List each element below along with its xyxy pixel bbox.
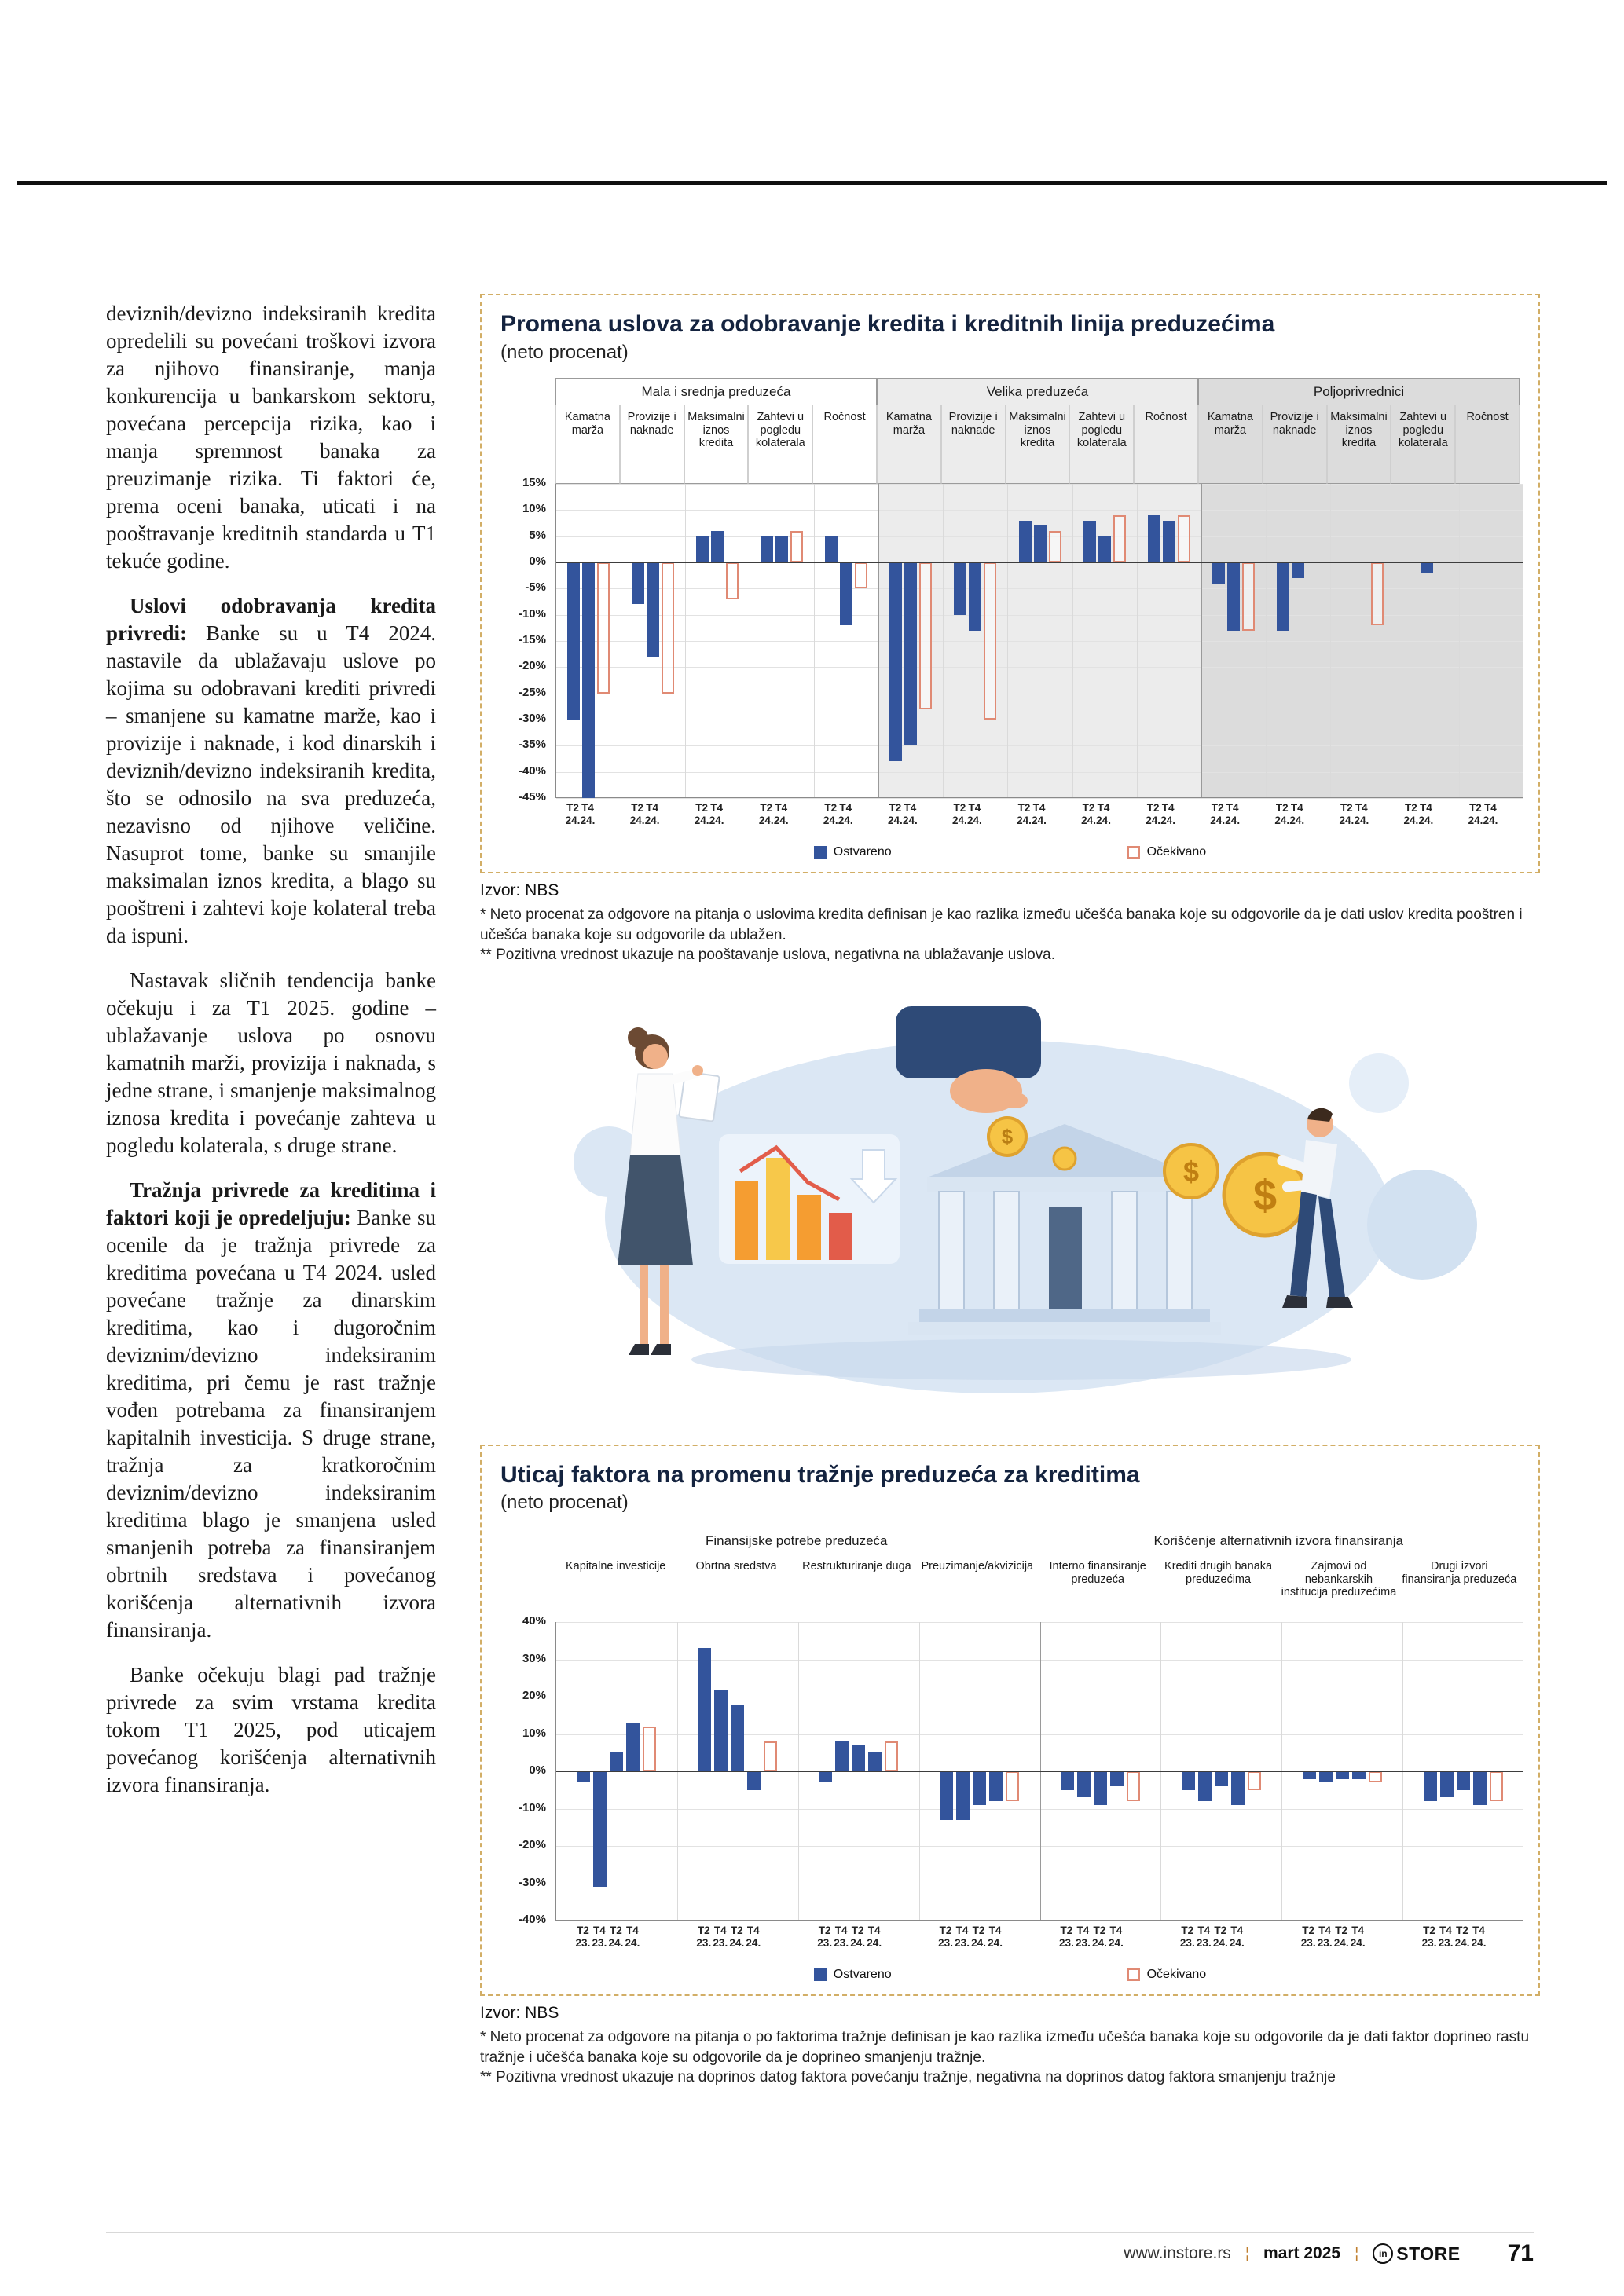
legend-item-ocekivano — [1127, 845, 1207, 859]
chart-condition-header: Ročnost — [1134, 405, 1198, 484]
chart-condition-header: Provizije i naknade — [941, 405, 1006, 484]
x-axis-tick-label: T2 23. — [1421, 1924, 1437, 1950]
x-axis-tick-label: T2 24. — [887, 802, 903, 827]
page-number: 71 — [1507, 2240, 1534, 2266]
y-axis-tick-label: 0% — [529, 555, 546, 569]
bar-ostvareno — [711, 531, 724, 562]
finance-illustration-svg — [534, 989, 1485, 1413]
y-axis-tick-label: 10% — [522, 1726, 546, 1740]
bar-ocekivano — [885, 1741, 898, 1771]
y-axis-tick-label: 10% — [522, 502, 546, 516]
x-axis-tick-label: T2 24. — [1081, 802, 1096, 827]
chart-condition-header: Zahtevi u pogledu kolaterala — [1069, 405, 1134, 484]
bar-ocekivano — [1049, 531, 1061, 562]
x-axis-tick-label: T4 24. — [967, 802, 982, 827]
x-axis-tick-label: T4 24. — [1229, 1924, 1245, 1950]
bar-ostvareno — [1421, 562, 1433, 573]
ground-shadow — [691, 1339, 1351, 1380]
x-axis-tick-label: T2 24. — [1210, 802, 1226, 827]
bar-ostvareno — [1231, 1771, 1245, 1805]
paragraph-lead: Tražnja privrede za kreditima i faktori koji je opredeljuju: — [106, 1178, 436, 1229]
y-axis-tick-label: 40% — [522, 1614, 546, 1628]
paragraph-text: Banke su u T4 2024. nastavile da ublažavaju uslove po kojima su odobravani krediti privredi – smanjene su kamatne marže, kao i provizije i naknade, i kod dinarskih i deviznih/devizno indeksiranih kredita, što se odnosilo na sva preduzeća, nezavisno od njihove veličine. Nasuprot tome, banke su smanjile maksimalan iznos kredita, a blago su pooštreni i zahtevi koje kolateral treba da ispuni. — [106, 621, 436, 947]
x-axis-tick-label: T4 23. — [713, 1924, 728, 1950]
x-axis-tick-label: T2 24. — [1339, 802, 1355, 827]
bar-ocekivano — [1369, 1771, 1382, 1782]
x-axis-tick-label: T4 24. — [1354, 802, 1369, 827]
x-axis-tick-label: T4 24. — [902, 802, 918, 827]
x-axis-tick-label: T2 24. — [1092, 1924, 1107, 1950]
x-axis-tick-label: T2 24. — [971, 1924, 986, 1950]
bar-ostvareno — [1440, 1771, 1454, 1797]
bar-ostvareno — [698, 1648, 711, 1771]
y-axis-tick-label: -5% — [525, 580, 546, 595]
coin-dollar-sign: $ — [1252, 1171, 1278, 1219]
chart-group-header: Mala i srednja preduzeća — [555, 378, 877, 406]
bar-ocekivano — [764, 1741, 777, 1771]
x-axis-tick-label: T2 23. — [1179, 1924, 1195, 1950]
paragraph-text: deviznih/devizno indeksiranih kredita opredelili su povećani troškovi izvora za njihovo finansiranje, manja konkurencija u bankarskom sektoru, povećana percepcija rizika, kao i manja spremnost banaka za preuzimanje rizika. Ti faktori će, prema oceni banaka, uticati i na pooštravanje kreditnih standarda u T1 tekuće godine. — [106, 302, 436, 573]
chart-condition-header: Zajmovi od nebankarskih institucija preduzećima — [1281, 1560, 1397, 1599]
coin-dollar-sign: $ — [1001, 1124, 1014, 1148]
chart-condition-header: Kapitalne investicije — [566, 1560, 666, 1573]
bar-ostvareno — [1094, 1771, 1107, 1805]
instore-logo-text: STORE — [1396, 2243, 1461, 2264]
x-axis-tick-label: T4 24. — [1483, 802, 1498, 827]
chart1-panel — [480, 294, 1540, 873]
y-axis-tick-label: -40% — [518, 764, 546, 778]
chart2-panel — [480, 1445, 1540, 1996]
x-axis-tick-label: T4 24. — [746, 1924, 761, 1950]
chart-condition-header: Zahtevi u pogledu kolaterala — [1391, 405, 1455, 484]
x-axis-tick-label: T2 23. — [938, 1924, 953, 1950]
chart-condition-header: Drugi izvori finansiranja preduzeća — [1402, 1560, 1517, 1586]
legend-swatch-ocekivano — [1127, 1968, 1140, 1981]
bar-ostvareno — [989, 1771, 1003, 1801]
bar-ostvareno — [696, 536, 709, 562]
x-axis-tick-label: T2 24. — [758, 802, 774, 827]
bar-ocekivano — [726, 562, 739, 599]
chart-condition-header: Provizije i naknade — [1263, 405, 1327, 484]
y-axis-tick-label: -35% — [518, 738, 546, 752]
bar-ostvareno — [1336, 1771, 1349, 1779]
bar-ostvareno — [632, 562, 644, 604]
finance-illustration — [534, 989, 1485, 1413]
x-axis-tick-label: T4 24. — [1471, 1924, 1487, 1950]
y-axis-tick-label: -40% — [518, 1913, 546, 1927]
bar-ocekivano — [1248, 1771, 1261, 1790]
bar-ocekivano — [984, 562, 996, 720]
legend-item-ocekivano — [1127, 1968, 1207, 1982]
bar-ostvareno — [1457, 1771, 1470, 1790]
bar-ostvareno — [825, 536, 838, 562]
y-axis-tick-label: -25% — [518, 685, 546, 699]
footer-website: www.instore.rs — [1124, 2244, 1231, 2262]
bar-ostvareno — [1163, 521, 1175, 562]
legend-label-ostvareno: Ostvareno — [833, 845, 892, 859]
x-axis-tick-label: T4 24. — [1096, 802, 1111, 827]
chart-condition-header: Ročnost — [1455, 405, 1520, 484]
x-axis-tick-label: T2 23. — [575, 1924, 591, 1950]
paragraph-text: Banke su ocenile da je tražnja privrede za kreditima povećana u T4 2024. usled povećane tražnje za dinarskim kreditima, kao i dugoročnim deviznim/devizno indeksiranim kreditima, pri čemu je rast tražnje vođen potrebama za finansiranjem kapitalnih investicija. S druge strane, tražnja za kratkoročnim deviznim/devizno indeksiranim kreditima blago je smanjena usled smanjenih potreba za finansiranjem obrtnih sredstava i povećanog korišćenja alternativnih izvora finansiranja. — [106, 1206, 436, 1642]
legend-item-ostvareno — [814, 1968, 892, 1982]
bar-ocekivano — [662, 562, 674, 694]
x-axis-tick-label: T4 24. — [709, 802, 724, 827]
x-axis-tick-label: T4 24. — [988, 1924, 1003, 1950]
x-axis-tick-label: T2 24. — [629, 802, 645, 827]
paragraph-text: Nastavak sličnih tendencija banke očekuju i za T1 2025. godine – ublažavanje uslova po osnovu kamatnih marži, provizija i naknada, s jedne strane, i smanjenje maksimalnog iznosa kredita i povećanje zahteva u pogledu kolaterala, s druge strane. — [106, 969, 436, 1157]
bar-ostvareno — [626, 1723, 640, 1771]
chart1-footnote-1: * Neto procenat za odgovore na pitanja o uslovima kredita definisan je kao razlika između učešća banaka koje su odgovorile da je dati uslov kredita pooštren i učešća banaka koje su odgovorile da ublažen. — [480, 906, 1523, 943]
chart1-footnote-2: ** Pozitivna vrednost ukazuje na pooštavanje uslova, negativna na ublažavanje uslova. — [480, 947, 1055, 964]
article-paragraph — [106, 300, 436, 575]
x-axis-tick-label: T4 24. — [773, 802, 789, 827]
bar-ostvareno — [1034, 525, 1047, 562]
instore-logo — [1373, 2243, 1460, 2265]
x-axis-tick-label: T4 23. — [1076, 1924, 1091, 1950]
legend-label-ostvareno: Ostvareno — [833, 1968, 892, 1982]
bar-ostvareno — [1019, 521, 1032, 562]
bar-ostvareno — [840, 562, 852, 625]
chart1-source: Izvor: NBS — [480, 881, 559, 900]
x-axis-tick-label: T4 24. — [644, 802, 660, 827]
x-axis-tick-label: T4 24. — [1350, 1924, 1366, 1950]
bar-ostvareno — [1319, 1771, 1333, 1782]
legend-label-ocekivano: Očekivano — [1146, 845, 1207, 859]
x-axis-tick-label: T4 23. — [834, 1924, 849, 1950]
bar-ostvareno — [1215, 1771, 1228, 1786]
chart-condition-header: Maksimalni iznos kredita — [684, 405, 749, 484]
x-axis-tick-label: T4 23. — [592, 1924, 607, 1950]
bar-ostvareno — [954, 562, 966, 615]
chart-condition-header: Preuzimanje/akvizicija — [921, 1560, 1034, 1573]
coin-stack — [1164, 1144, 1218, 1198]
article-paragraph — [106, 1661, 436, 1799]
chart-condition-header: Ročnost — [812, 405, 877, 484]
chart-condition-header: Krediti drugih banaka preduzećima — [1164, 1560, 1273, 1586]
bar-ocekivano — [1242, 562, 1255, 631]
article-paragraph — [106, 967, 436, 1159]
bar-ostvareno — [868, 1752, 882, 1771]
bar-ostvareno — [1303, 1771, 1316, 1779]
bar-ostvareno — [714, 1690, 728, 1772]
bar-ostvareno — [973, 1771, 986, 1805]
bar-ocekivano — [1113, 515, 1126, 562]
legend-swatch-ostvareno — [814, 846, 827, 859]
bar-ostvareno — [940, 1771, 953, 1820]
x-axis-tick-label: T2 23. — [817, 1924, 833, 1950]
bar-ostvareno — [775, 536, 788, 562]
bar-ostvareno — [1061, 1771, 1074, 1790]
bar-ostvareno — [1227, 562, 1240, 631]
chart-condition-header: Zahtevi u pogledu kolaterala — [748, 405, 812, 484]
bar-ostvareno — [761, 536, 773, 562]
bar-ostvareno — [1473, 1771, 1487, 1805]
chart2-footnote-2: ** Pozitivna vrednost ukazuje na doprinos datog faktora povećanju tražnje, negativna na doprinos datog faktora smanjenju tražnje — [480, 2069, 1336, 2086]
bar-ostvareno — [852, 1745, 865, 1771]
chart2-title: Uticaj faktora na promenu tražnje preduzeća za kreditima — [500, 1461, 1140, 1488]
chart-group-header: Velika preduzeća — [877, 378, 1198, 406]
bar-ocekivano — [1178, 515, 1190, 562]
top-rule — [17, 181, 1607, 185]
legend-swatch-ostvareno — [814, 1968, 827, 1981]
bar-ostvareno — [835, 1741, 849, 1771]
bar-ostvareno — [1292, 562, 1304, 578]
bar-ostvareno — [582, 562, 595, 798]
y-axis-tick-label: 20% — [522, 1689, 546, 1703]
bar-ostvareno — [1110, 1771, 1124, 1786]
x-axis-tick-label: T2 24. — [694, 802, 709, 827]
x-axis-tick-label: T2 24. — [1017, 802, 1032, 827]
chart2-subtitle: (neto procenat) — [500, 1492, 629, 1514]
legend-swatch-ocekivano — [1127, 846, 1140, 859]
chart-condition-header: Obrtna sredstva — [695, 1560, 777, 1573]
bar-ocekivano — [855, 562, 867, 588]
footer-separator: ¦ — [1245, 2244, 1250, 2262]
bar-ostvareno — [904, 562, 917, 745]
x-axis-tick-label: T2 24. — [1468, 802, 1483, 827]
x-axis-tick-label: T2 24. — [1403, 802, 1419, 827]
chart-condition-header: Maksimalni iznos kredita — [1006, 405, 1070, 484]
y-axis-tick-label: -10% — [518, 606, 546, 621]
y-axis-tick-label: 5% — [529, 528, 546, 542]
chart-group-header: Poljoprivrednici — [1198, 378, 1520, 406]
bar-ostvareno — [1352, 1771, 1366, 1779]
x-axis-tick-label: T4 24. — [1160, 802, 1176, 827]
chart1-title: Promena uslova za odobravanje kredita i kreditnih linija preduzećima — [500, 311, 1275, 337]
footer-separator: ¦ — [1355, 2244, 1359, 2262]
y-axis-tick-label: 0% — [529, 1763, 546, 1778]
bar-ostvareno — [819, 1771, 832, 1782]
chart-condition-header: Maksimalni iznos kredita — [1327, 405, 1391, 484]
chart1-notes — [480, 881, 1540, 965]
x-axis-tick-label: T4 23. — [1438, 1924, 1454, 1950]
chart-condition-header: Kamatna marža — [1198, 405, 1263, 484]
y-axis-tick-label: -20% — [518, 1838, 546, 1852]
article-paragraph — [106, 1177, 436, 1644]
x-axis-tick-label: T4 23. — [1317, 1924, 1333, 1950]
page-footer — [1124, 2240, 1534, 2267]
bar-ostvareno — [567, 562, 580, 720]
bar-ostvareno — [1198, 1771, 1212, 1801]
x-axis-tick-label: T4 24. — [580, 802, 596, 827]
bar-ostvareno — [1148, 515, 1160, 562]
chart2-plot — [500, 1528, 1520, 1958]
bar-ocekivano — [1490, 1771, 1503, 1801]
bar-ostvareno — [577, 1771, 590, 1782]
footer-issue: mart 2025 — [1263, 2244, 1341, 2262]
x-axis-tick-label: T2 24. — [608, 1924, 624, 1950]
paragraph-text: Banke očekuju blagi pad tražnje privrede za svim vrstama kredita tokom T1 2025, pod uticajem povećanog korišćenja alternativnih izvora finansiranja. — [106, 1663, 436, 1796]
x-axis-tick-label: T4 24. — [1225, 802, 1241, 827]
x-axis-tick-label: T2 23. — [1059, 1924, 1074, 1950]
x-axis-tick-label: T2 24. — [565, 802, 581, 827]
bar-ostvareno — [1277, 562, 1289, 631]
x-axis-tick-label: T4 24. — [867, 1924, 882, 1950]
y-axis-tick-label: 15% — [522, 476, 546, 490]
chart2-source: Izvor: NBS — [480, 2004, 559, 2023]
x-axis-tick-label: T2 24. — [729, 1924, 745, 1950]
chart-condition-header: Kamatna marža — [877, 405, 941, 484]
x-axis-tick-label: T2 24. — [952, 802, 967, 827]
bar-ostvareno — [610, 1752, 623, 1771]
right-column — [480, 294, 1540, 2111]
chart2-footnote-1: * Neto procenat za odgovore na pitanja o po faktorima tražnje definisan je kao razlika između učešća banaka koje su odgovorile da je dati faktor doprineo rastu tražnje i učešća banaka koje su odgovorile da je doprineo smanjenju tražnje. — [480, 2029, 1530, 2066]
bar-ocekivano — [1006, 1771, 1019, 1801]
bar-ocekivano — [597, 562, 610, 694]
bar-ostvareno — [647, 562, 659, 657]
bar-ostvareno — [1424, 1771, 1437, 1801]
x-axis-tick-label: T2 24. — [850, 1924, 866, 1950]
chart-group-header: Finansijske potrebe preduzeća — [705, 1533, 888, 1549]
paragraph-lead: Uslovi odobravanja kredita privredi: — [106, 594, 436, 645]
bar-ocekivano — [919, 562, 932, 709]
y-axis-tick-label: -15% — [518, 633, 546, 647]
legend-label-ocekivano: Očekivano — [1146, 1968, 1207, 1982]
chart-condition-header: Kamatna marža — [555, 405, 620, 484]
y-axis-tick-label: -45% — [518, 790, 546, 804]
article-paragraph — [106, 592, 436, 950]
bar-ocekivano — [1127, 1771, 1140, 1801]
footer-rule — [106, 2232, 1534, 2233]
bar-ostvareno — [956, 1771, 970, 1820]
bar-ocekivano — [790, 531, 803, 562]
y-axis-tick-label: -20% — [518, 659, 546, 673]
bar-ostvareno — [747, 1771, 761, 1790]
y-axis-tick-label: -30% — [518, 1875, 546, 1889]
chart1-legend — [500, 845, 1520, 859]
bar-ostvareno — [1212, 562, 1225, 584]
y-axis-tick-label: -30% — [518, 712, 546, 726]
coin-dollar-sign: $ — [1182, 1155, 1200, 1188]
bar-ostvareno — [969, 562, 981, 631]
x-axis-tick-label: T4 24. — [838, 802, 853, 827]
chart-condition-header: Interno finansiranje preduzeća — [1049, 1560, 1146, 1586]
x-axis-tick-label: T2 24. — [1454, 1924, 1470, 1950]
x-axis-tick-label: T4 23. — [1196, 1924, 1212, 1950]
chart-condition-header: Restrukturiranje duga — [802, 1560, 911, 1573]
bar-chart-graphic — [719, 1134, 900, 1264]
chart2-notes — [480, 2004, 1540, 2088]
chart-group-header: Korišćenje alternativnih izvora finansiranja — [1153, 1533, 1403, 1549]
bar-ocekivano — [643, 1727, 656, 1771]
chart1-subtitle: (neto procenat) — [500, 341, 629, 363]
bar-ostvareno — [1182, 1771, 1195, 1790]
x-axis-tick-label: T4 24. — [1109, 1924, 1124, 1950]
x-axis-tick-label: T2 24. — [1212, 1924, 1228, 1950]
bar-ostvareno — [1077, 1771, 1091, 1797]
x-axis-tick-label: T2 24. — [1146, 802, 1161, 827]
bar-ostvareno — [593, 1771, 607, 1887]
x-axis-tick-label: T4 24. — [1289, 802, 1305, 827]
x-axis-tick-label: T4 23. — [955, 1924, 970, 1950]
y-axis-tick-label: -10% — [518, 1800, 546, 1814]
x-axis-tick-label: T2 24. — [1274, 802, 1290, 827]
bar-ocekivano — [1371, 562, 1384, 625]
chart1-plot — [500, 378, 1520, 837]
chart2-legend — [500, 1968, 1520, 1982]
x-axis-tick-label: T2 24. — [1333, 1924, 1349, 1950]
y-axis-tick-label: 30% — [522, 1651, 546, 1665]
x-axis-tick-label: T4 24. — [625, 1924, 640, 1950]
x-axis-tick-label: T4 24. — [1032, 802, 1047, 827]
x-axis-tick-label: T2 23. — [1300, 1924, 1316, 1950]
bar-ostvareno — [731, 1705, 744, 1772]
legend-item-ostvareno — [814, 845, 892, 859]
bar-ostvareno — [1083, 521, 1096, 562]
bar-ostvareno — [1098, 536, 1111, 562]
article-column — [106, 300, 436, 1799]
bar-ostvareno — [889, 562, 902, 761]
instore-logo-circle-icon: in — [1373, 2243, 1393, 2264]
x-axis-tick-label: T2 23. — [696, 1924, 712, 1950]
x-axis-tick-label: T4 24. — [1418, 802, 1434, 827]
chart-condition-header: Provizije i naknade — [620, 405, 684, 484]
x-axis-tick-label: T2 24. — [823, 802, 838, 827]
